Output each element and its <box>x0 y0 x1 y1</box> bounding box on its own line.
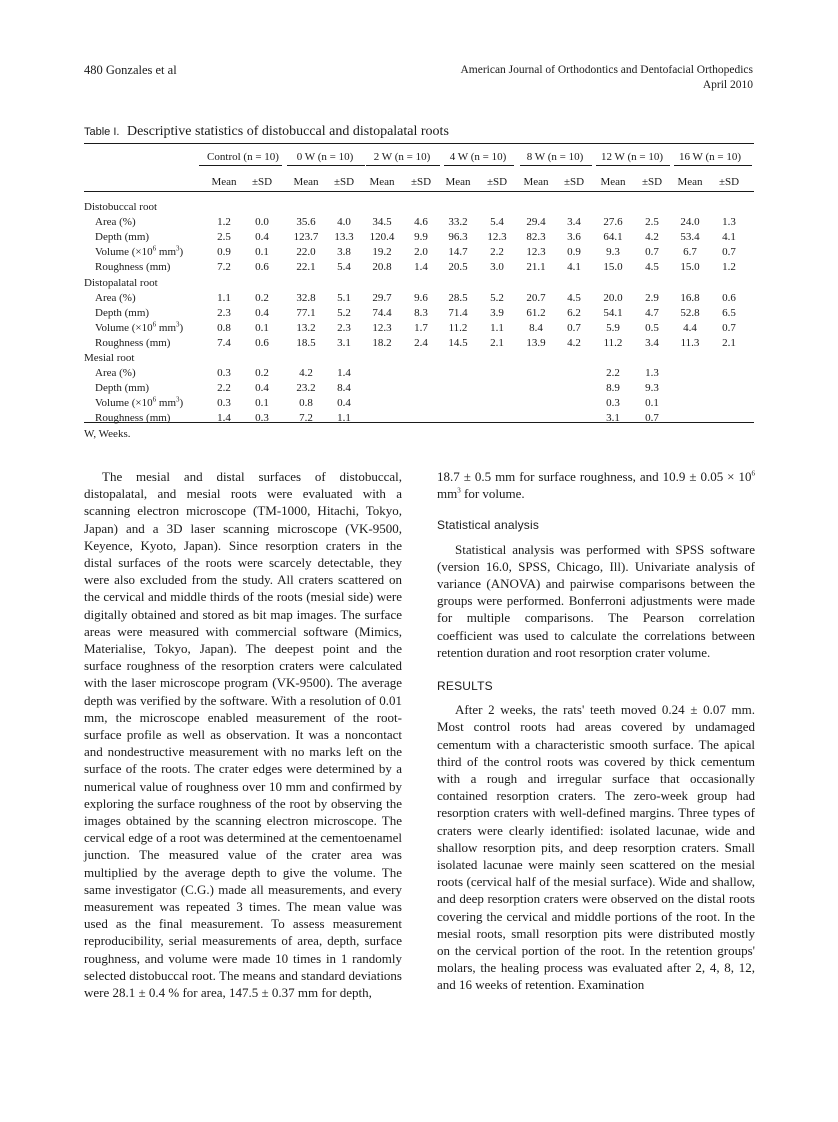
table-cell: 2.4 <box>414 336 428 349</box>
group-header: 4 W (n = 10) <box>449 151 507 163</box>
table-cell: 2.3 <box>337 321 351 334</box>
continued-paragraph: 18.7 ± 0.5 mm for surface roughness, and $10.9 \pm 0.05 \times 10^6$ $mm^3$ for volume. <box>437 469 755 502</box>
table-cell: 0.3 <box>255 412 269 425</box>
table-cell: 1.1 <box>217 291 231 304</box>
table-cell: 0.7 <box>567 321 581 334</box>
table-row-label: Depth (mm) <box>95 382 150 395</box>
table-cell: 1.1 <box>337 412 351 425</box>
sd-header: ±SD <box>486 176 508 188</box>
results-paragraph: After 2 weeks, the rats' teeth moved 0.24 ± 0.07 mm. Most control roots had areas covered by undamaged cementum with a characteristic smooth surface. The apical third of the control roots was covered by thick cementum with a rough and irregular surface that occasionally contained resorption craters. The zero-week group had resorption craters with well-defined margins. Three types of craters were clearly identified: isolated lacunae, wide and shallow resorption pits, and deep resorption craters. Small isolated lacunae were mainly seen scattered on the mesial roots (cervical half of the mesial surface). Wide and shallow, and deep resorption craters were observed on the distal roots covering the cervical and middle portions of the root. In the mesial roots, small resorption pits were distributed mostly on the cervical portion of the root. In the retention groups' molars, the healing process was evaluated after 2, 4, 8, 12, and 16 weeks of retention. Examination <box>437 702 755 993</box>
table-cell: 3.8 <box>337 246 351 259</box>
table-cell: 3.1 <box>337 336 351 349</box>
table-cell: 82.3 <box>526 231 546 244</box>
group-underline <box>674 165 752 166</box>
table-cell: 2.0 <box>414 246 428 259</box>
table-cell: 0.1 <box>255 397 269 410</box>
table-section-label: Distobuccal root <box>84 201 158 213</box>
group-underline <box>287 165 365 166</box>
mean-header: Mean <box>600 176 626 188</box>
table-cell: 13.3 <box>334 231 354 244</box>
table-cell: 0.9 <box>567 246 581 259</box>
table-cell: 54.1 <box>603 306 623 319</box>
sd-header: ±SD <box>410 176 432 188</box>
table-cell: 5.4 <box>490 216 504 229</box>
table-cell: 21.1 <box>526 261 546 274</box>
table-cell: 4.2 <box>299 367 313 380</box>
mean-header: Mean <box>677 176 703 188</box>
table-cell: 2.1 <box>490 336 504 349</box>
table-footnote: W, Weeks. <box>84 428 131 440</box>
table-section-label: Distopalatal root <box>84 276 158 289</box>
group-underline <box>444 165 514 166</box>
table-cell: 0.9 <box>217 246 231 259</box>
table-cell: 4.4 <box>683 321 697 334</box>
table-row-label: Volume ($\times 10^6$ $mm^3$) <box>95 244 184 259</box>
table-cell: 120.4 <box>369 231 395 244</box>
table-cell: 1.3 <box>722 216 736 229</box>
table-cell: 27.6 <box>603 216 623 229</box>
table-cell: 32.8 <box>296 291 316 304</box>
table-cell: 14.5 <box>448 336 468 349</box>
table-cell: 3.4 <box>567 216 581 229</box>
table-cell: 71.4 <box>448 306 468 319</box>
table-cell: 4.1 <box>722 231 736 244</box>
table-cell: 4.5 <box>645 261 659 274</box>
table-caption <box>84 124 449 140</box>
table-cell: 96.3 <box>448 231 468 244</box>
table-cell: 5.1 <box>337 291 351 304</box>
table-cell: 9.3 <box>645 382 659 395</box>
table-row-label: Volume ($\times 10^6$ $mm^3$) <box>95 320 184 334</box>
table-cell: 0.7 <box>722 321 736 334</box>
table-cell: 2.3 <box>217 306 231 319</box>
table-cell: 20.8 <box>372 261 392 274</box>
table-cell: 0.6 <box>255 336 269 349</box>
table-cell: 5.4 <box>337 261 351 274</box>
table-cell: 23.2 <box>296 382 316 395</box>
group-header: Control (n = 10) <box>207 151 279 163</box>
sd-header: ±SD <box>563 176 585 188</box>
table-cell: 2.9 <box>645 291 659 304</box>
table-cell: 4.5 <box>567 291 581 304</box>
table-cell: 8.9 <box>606 382 620 395</box>
table-cell: 2.1 <box>722 336 736 349</box>
table-cell: 13.2 <box>296 321 316 334</box>
table-cell: 4.7 <box>645 306 659 319</box>
table-cell: 18.2 <box>372 336 392 349</box>
table-section-label: Mesial root <box>84 352 135 364</box>
table-cell: 22.1 <box>296 261 316 274</box>
table-cell: 12.3 <box>487 231 507 244</box>
table-cell: 11.3 <box>680 336 700 349</box>
table-cell: 12.3 <box>372 321 392 334</box>
table-row-label: Area (%) <box>95 291 136 304</box>
table-row-label: Roughness (mm) <box>95 412 171 425</box>
table-cell: 4.1 <box>567 261 581 274</box>
table-cell: 5.9 <box>606 321 620 334</box>
sd-header: ±SD <box>718 176 740 188</box>
table-cell: 6.5 <box>722 306 736 319</box>
table-cell: 1.3 <box>645 367 659 380</box>
table-cell: 1.2 <box>722 261 736 274</box>
table-cell: 14.7 <box>448 246 468 259</box>
table-cell: 3.9 <box>490 306 504 319</box>
table-cell: 61.2 <box>526 306 546 319</box>
issue-date: April 2010 <box>702 79 753 91</box>
table-cell: 3.1 <box>606 412 620 425</box>
table-cell: 2.2 <box>490 246 504 259</box>
table-cell: 1.4 <box>337 367 351 380</box>
table-cell: 8.3 <box>414 306 428 319</box>
table-row-label: Area (%) <box>95 367 136 380</box>
table-row-label: Roughness (mm) <box>95 261 171 274</box>
table-cell: 123.7 <box>293 231 319 244</box>
table-cell: 0.5 <box>645 321 659 334</box>
table-header-rule <box>84 191 754 192</box>
table-cell: 20.0 <box>603 291 623 304</box>
table-row-label: Depth (mm) <box>95 231 150 244</box>
table-cell: 0.7 <box>645 246 659 259</box>
table-cell: 4.6 <box>414 216 428 229</box>
table-cell: 0.3 <box>217 397 231 410</box>
table-top-rule <box>84 143 754 144</box>
table-cell: 0.4 <box>255 231 269 244</box>
table-cell: 2.5 <box>645 216 659 229</box>
table-cell: 5.2 <box>490 291 504 304</box>
table-cell: 11.2 <box>448 321 468 334</box>
table-cell: 22.0 <box>296 246 316 259</box>
table-cell: 1.1 <box>490 321 504 334</box>
table-cell: 12.3 <box>526 246 546 259</box>
table-cell: 7.4 <box>217 336 231 349</box>
table-cell: 3.0 <box>490 261 504 274</box>
group-header: 16 W (n = 10) <box>678 151 741 163</box>
table-cell: 53.4 <box>680 231 700 244</box>
table-cell: 13.9 <box>526 336 546 349</box>
table-cell: 15.0 <box>603 261 623 274</box>
table-cell: 16.8 <box>680 291 700 304</box>
table-cell: 9.9 <box>414 231 428 244</box>
table-cell: 0.2 <box>255 367 269 380</box>
running-header-right <box>460 63 753 93</box>
table-cell: 6.7 <box>683 246 697 259</box>
table-cell: 7.2 <box>299 412 313 425</box>
mean-header: Mean <box>523 176 549 188</box>
table-cell: 11.2 <box>603 336 623 349</box>
journal-name: American Journal of Orthodontics and Dentofacial Orthopedics <box>460 64 753 76</box>
table-cell: 74.4 <box>372 306 392 319</box>
running-header-left: 480 Gonzales et al <box>84 63 177 77</box>
group-header: 8 W (n = 10) <box>526 151 584 163</box>
table-cell: 2.2 <box>606 367 620 380</box>
table-cell: 29.4 <box>526 216 546 229</box>
table-cell: 0.7 <box>645 412 659 425</box>
table-cell: 0.6 <box>255 261 269 274</box>
table-cell: 1.4 <box>217 412 231 425</box>
table-cell: 15.0 <box>680 261 700 274</box>
mean-header: Mean <box>211 176 237 188</box>
table-cell: 20.7 <box>526 291 546 304</box>
right-column <box>437 468 755 994</box>
group-header: 2 W (n = 10) <box>373 151 431 163</box>
table-row-label: Area (%) <box>95 216 136 229</box>
table-cell: 0.2 <box>255 291 269 304</box>
table-cell: 4.0 <box>337 216 351 229</box>
table-row-label: Depth (mm) <box>95 306 150 319</box>
sd-header: ±SD <box>333 176 355 188</box>
table-cell: 3.4 <box>645 336 659 349</box>
group-underline <box>199 165 282 166</box>
left-column <box>84 468 402 1001</box>
table-cell: 0.6 <box>722 291 736 304</box>
table-title: Descriptive statistics of distobuccal and distopalatal roots <box>126 124 449 139</box>
table-cell: 24.0 <box>680 216 700 229</box>
table-cell: 0.4 <box>255 382 269 395</box>
table-cell: 29.7 <box>372 291 392 304</box>
table-cell: 5.2 <box>337 306 351 319</box>
table-cell: 35.6 <box>296 216 316 229</box>
group-header: 0 W (n = 10) <box>296 151 354 163</box>
table-cell: 6.2 <box>567 306 581 319</box>
table-cell: 1.4 <box>414 261 428 274</box>
table-cell: 0.1 <box>255 321 269 334</box>
table-cell: 28.5 <box>448 291 468 304</box>
table-cell: 1.7 <box>414 321 428 334</box>
table-cell: 0.4 <box>337 397 351 410</box>
mean-header: Mean <box>445 176 471 188</box>
group-underline <box>520 165 592 166</box>
table-cell: 3.6 <box>567 231 581 244</box>
table-cell: 34.5 <box>372 216 392 229</box>
table-cell: 33.2 <box>448 216 468 229</box>
group-underline <box>366 165 440 166</box>
mean-header: Mean <box>369 176 395 188</box>
section-heading-statistical-analysis: Statistical analysis <box>437 518 540 533</box>
table-cell: 9.3 <box>606 246 620 259</box>
table-cell: 0.8 <box>217 321 231 334</box>
table-cell: 8.4 <box>337 382 351 395</box>
table-cell: 7.2 <box>217 261 231 274</box>
table-cell: 0.3 <box>606 397 620 410</box>
table-label: Table I. <box>84 126 120 138</box>
table-cell: 18.5 <box>296 336 316 349</box>
table-cell: 9.6 <box>414 291 428 304</box>
table-cell: 4.2 <box>567 336 581 349</box>
table-cell: 2.5 <box>217 231 231 244</box>
mean-header: Mean <box>293 176 319 188</box>
table-cell: 0.8 <box>299 397 313 410</box>
table-cell: 19.2 <box>372 246 392 259</box>
table-row-label: Roughness (mm) <box>95 336 171 349</box>
sd-header: ±SD <box>641 176 663 188</box>
statistics-table <box>84 143 754 423</box>
table-cell: 0.0 <box>255 216 269 229</box>
table-cell: 0.4 <box>255 306 269 319</box>
table-row-label: Volume ($\times 10^6$ $mm^3$) <box>95 395 184 410</box>
table-cell: 77.1 <box>296 306 316 319</box>
table-cell: 0.3 <box>217 367 231 380</box>
table-cell: 0.1 <box>255 246 269 259</box>
table-cell: 64.1 <box>603 231 623 244</box>
group-underline <box>596 165 670 166</box>
section-heading-results: RESULTS <box>437 679 493 694</box>
table-cell: 20.5 <box>448 261 468 274</box>
methods-paragraph: The mesial and distal surfaces of distobuccal, distopalatal, and mesial roots were evaluated with a scanning electron microscope (TM-1000, Hitachi, Tokyo, Japan) and a 3D laser scanning microscope (VK-9500, Keyence, Kyoto, Japan). Since resorption craters in the distal surfaces of the roots were scarcely detectable, they were also excluded from the study. All craters scattered on the cervical and middle thirds of the roots (mesial side) were digitally obtained and stored as bit map images. The surface areas were measured with commercial software (Mimics, Materialise, Tokyo, Japan). The deepest point and the surface roughness of the resorption craters were calculated with the laser microscope program (VK-9500). The average depth was verified by the software. With a resolution of 0.01 mm, the microscope enabled measurement of the root-surface profile as well as observation. It was a noncontact and nondestructive measurement with no marks left on the surface of the roots. The crater edges were determined by a numerical value of roughness over 10 mm and confirmed by exploring the surface roughness of the root by observing the images obtained by the scanning electron microscope. The cervical edge of a root was determined at the cementoenamel junction. The measured value of the crater area was multiplied by the average depth to give the volume. The same investigator (C.G.) made all measurements, and every measurement was repeated 3 times. The mean value was used as the final measurement. To assess measurement reproducibility, serial measurements of area, depth, surface roughness, and volume were made 10 times in 1 randomly selected distobuccal root. The means and standard deviations were 28.1 ± 0.4 % for area, 147.5 ± 0.37 mm for depth, <box>84 469 402 1001</box>
table-cell: 4.2 <box>645 231 659 244</box>
table-cell: 52.8 <box>680 306 700 319</box>
table-cell: 0.7 <box>722 246 736 259</box>
table-cell: 2.2 <box>217 382 231 395</box>
table-cell: 8.4 <box>529 321 543 334</box>
table-cell: 0.1 <box>645 397 659 410</box>
sd-header: ±SD <box>251 176 273 188</box>
group-header: 12 W (n = 10) <box>600 151 663 163</box>
table-cell: 1.2 <box>217 216 231 229</box>
statistics-paragraph: Statistical analysis was performed with SPSS software (version 16.0, SPSS, Chicago, Ill). Univariate analysis of variance (ANOVA) and pairwise comparisons between the groups were performed. Bonferroni adjustments were made for multiple comparisons. The Pearson correlation coefficient was used to calculate the correlations between retention duration and root resorption crater volume. <box>437 541 755 660</box>
